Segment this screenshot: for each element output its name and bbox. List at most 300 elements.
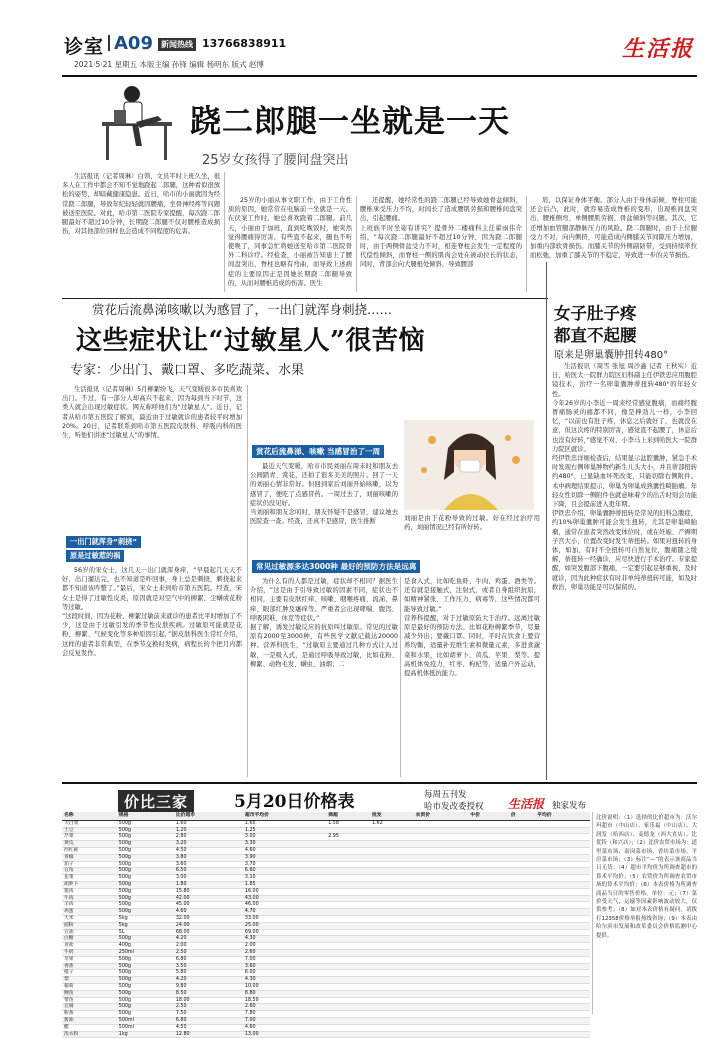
price-table-cell [509,983,535,990]
article3-title-line1: 女子肚子疼 [554,304,637,323]
price-table-cell: 400g [117,943,174,950]
price-table-cell: 6.80 [174,1017,243,1024]
price-table-cell: 4.20 [174,977,243,984]
hotline-label: 新闻热线 [158,38,196,51]
price-table-cell: 3.80 [174,854,243,861]
price-table-cell: 5kg [117,922,174,929]
price-table-cell: 大白菜 [62,820,117,827]
price-table-cell: 16.00 [243,888,326,895]
price-table-cell: 7.50 [174,1011,243,1018]
price-table-cell [414,868,469,875]
price-table-cell [468,1017,509,1024]
section-divider-vertical [546,262,547,780]
price-table-row [62,854,590,861]
price-table-cell [535,929,590,936]
price-table-header-cell: 比价超市 [174,812,243,820]
price-table-cell [370,909,414,916]
price-table-row [62,936,590,943]
price-table-cell: 4.30 [243,977,326,984]
price-table-cell [468,875,509,882]
price-table-cell [509,888,535,895]
price-table-cell: 5.80 [174,970,243,977]
price-table-cell: 13.00 [243,1031,326,1038]
masthead [62,28,697,72]
price-table-cell: 3.60 [243,963,326,970]
price-table-cell: 豆腐 [62,1004,117,1011]
price-table-cell: 8.50 [174,990,243,997]
price-table-cell [535,1004,590,1011]
price-table-cell [326,970,370,977]
price-table-row [62,875,590,882]
price-table-cell: 15.80 [174,888,243,895]
price-table-cell [326,841,370,848]
price-table-cell [535,902,590,909]
price-table-cell: 4.50 [174,847,243,854]
column-rule [247,385,248,777]
price-table-cell [468,902,509,909]
price-table-cell: 500g [117,868,174,875]
price-table-cell: 大米 [62,915,117,922]
price-table-cell [509,970,535,977]
price-table-cell: 1kg [117,1031,174,1038]
price-table-cell: 500g [117,861,174,868]
price-table-row [62,990,590,997]
price-table-cell [535,1031,590,1038]
price-table-cell: 8.80 [243,990,326,997]
price-table-sponsor-1: 每周五刊发 [424,790,467,800]
price-table-cell [414,970,469,977]
price-table-cell: 5L [117,929,174,936]
price-table-cell: 45.00 [174,902,243,909]
price-table-cell [414,902,469,909]
price-table-cell: 500g [117,1011,174,1018]
price-table-cell: 500g [117,956,174,963]
price-table-cell: 3.20 [174,841,243,848]
article1-column-4: 肩，以保证身体平衡。部分人由于身体前倾，脊柱可能还会后凸，此时，就容易造成脊椎的变形，出现椎间盘突出、腰椎侧弯、单侧腰肌劳损、骨盆倾斜等问题。其次，它还增加血管腿部静脉压力的风险。跷二郎腿时，由于上位腿受力不对，向内侧挤，可能造成内侧膝关节间隙压力增加，加重内部软骨损伤。而膝关节的外侧副韧带，受到持续牵拉而松弛，加重了膝关节的不稳定，导致进一步的关节损伤。 [530,197,697,260]
price-table-row [62,929,590,936]
price-table-cell [414,888,469,895]
price-table-cell [509,868,535,875]
price-table-cell [414,834,469,841]
price-table-cell [509,881,535,888]
price-table-cell: 69.00 [243,929,326,936]
price-table-cell: 7.00 [243,1017,326,1024]
price-table-cell [414,1004,469,1011]
price-table-cell [414,1017,469,1024]
price-table-cell: 3.00 [174,875,243,882]
price-table-cell [509,841,535,848]
price-table-cell: 500g [117,963,174,970]
price-table-cell: 1.60 [174,820,243,827]
price-table-cell: 1.65 [243,820,326,827]
price-table-cell: 牛肉 [62,895,117,902]
price-table-cell: 4.60 [174,909,243,916]
price-table-cell: 2.80 [174,834,243,841]
price-table-header-cell: 规格 [117,812,174,820]
article2-subhead-1b: 原是过敏惹的祸 [66,550,124,562]
price-table-cell [509,834,535,841]
price-table-row [62,895,590,902]
price-table-cell [509,847,535,854]
price-table-row [62,970,590,977]
price-table-cell [535,915,590,922]
price-table-cell [370,854,414,861]
price-table-row [62,1024,590,1031]
price-table-cell [535,888,590,895]
price-table-cell [326,895,370,902]
price-table-cell [535,936,590,943]
price-table-cell: 500g [117,875,174,882]
price-table-cell: 面粉 [62,922,117,929]
price-table-cell [370,956,414,963]
price-table-cell: 68.00 [174,929,243,936]
column-rule [400,577,401,777]
price-table-cell: 5kg [117,915,174,922]
price-table-cell: 500ml [117,1024,174,1031]
price-table-cell [326,902,370,909]
price-table-cell [535,1017,590,1024]
price-table-cell: 3.50 [174,963,243,970]
price-table-cell: 33.00 [243,915,326,922]
price-table-cell [414,909,469,916]
price-table-cell: 500g [117,936,174,943]
price-table-cell [326,936,370,943]
price-table-cell [468,881,509,888]
brand-logo: 生活报 [622,36,695,62]
price-table-cell: 250ml [117,949,174,956]
price-table-cell [414,963,469,970]
price-table-sponsor-brand: 生活报 [508,797,545,811]
price-table-row [62,820,590,827]
article2-column-1b: 56岁的宋女士，这几天一出门就浑身痒，“早晨起几天天不好，出门遛达完，也不知道是咋回事，身上总是刺挠，刺挠起来都不知道该咋整了。”最后，宋女士来到哈市第五医院。经查，宋女士是得了过敏性皮炎，原因就是对空气中的柳絮、尘螨或花粉等过敏。 “这段时间，因为花粉、柳絮过敏前来就诊的患者比平时增加了不少，这是由于过敏引发的季节性皮肤疾病。过敏原可能就是花粉、柳絮、气候变化等多种原因引起，”据皮肤科医生常红介绍，这样的患者非常典型，在季节交换时发病，病程长的个把月内都会反复发作。 [62,567,242,657]
price-table-cell [535,895,590,902]
price-table-cell [370,847,414,854]
price-table-cell [535,922,590,929]
article2-subtitle: 专家：少出门、戴口罩、多吃蔬菜、水果 [70,363,305,378]
price-table-cell [370,827,414,834]
column-rule [356,196,357,292]
price-table-cell [468,977,509,984]
article2-column-3a: 刘丽是由于花粉导致的过敏。好在经过治疗用药，刘丽情况已经有所好转。 [404,515,540,532]
price-table-header-cell: 农贸价 [414,812,469,820]
price-table-cell [509,943,535,950]
price-table-cell [370,1017,414,1024]
price-table-cell [468,841,509,848]
price-table-cell [414,827,469,834]
price-table-cell [414,936,469,943]
price-table-cell [370,990,414,997]
sneezing-woman-image [404,420,534,510]
column-rule [592,812,593,1014]
price-table-cell [468,861,509,868]
article1-column-1: 生活报讯（记者周琳）白领、文员平时上班久坐，很多人在工作中都会不知不觉地跷起二郎腿，这种看似很放松的姿势，却暗藏健康隐患。近日，哈市的小丽就因为经常跷二郎腿，导致年纪轻轻就因腰痛、坐骨神经疼等问题被送至医院。对此，哈市第二医院专家提醒，每次跷二郎腿最好不超过10分钟，长期跷二郎腿不仅对腰椎造成损伤，对其他部位同样也会造成不同程度的危害。 [62,173,220,236]
price-table-cell: 4.60 [243,847,326,854]
price-table-cell [370,997,414,1004]
price-table-cell: 500g [117,820,174,827]
price-table-cell: 2.60 [243,1004,326,1011]
price-table-cell [535,841,590,848]
price-table-cell [535,847,590,854]
price-table-cell: 鲤鱼 [62,990,117,997]
price-table-cell [370,977,414,984]
price-table-cell: 18.00 [174,997,243,1004]
price-table-cell [535,909,590,916]
price-table-cell [326,956,370,963]
price-table-cell: 茄子 [62,861,117,868]
price-table-cell [468,820,509,827]
price-table-row [62,827,590,834]
price-table-cell: 6.60 [243,868,326,875]
page-number: A09 [114,33,153,54]
price-table-cell [509,902,535,909]
price-table-cell [509,895,535,902]
price-table-cell: 500g [117,895,174,902]
price-table-cell [326,868,370,875]
price-table-cell [468,963,509,970]
price-table-cell [509,997,535,1004]
price-table-cell [414,1024,469,1031]
price-table-cell [326,983,370,990]
price-table-cell [535,827,590,834]
price-table-cell: 食盐 [62,943,117,950]
price-table-cell [535,854,590,861]
price-table-cell: 7.00 [243,956,326,963]
price-table-header-row [62,812,590,820]
price-table-cell [468,949,509,956]
price-table-cell: 胡萝卜 [62,881,117,888]
price-table-cell: 500g [117,997,174,1004]
price-table-cell [370,841,414,848]
price-table-cell: 韭菜 [62,875,117,882]
price-table-row [62,956,590,963]
price-table-cell [414,997,469,1004]
price-table-cell [535,983,590,990]
price-table-cell: 4.60 [243,1024,326,1031]
price-table-cell [326,909,370,916]
price-table-cell [468,1031,509,1038]
price-table-cell: 粉条 [62,1011,117,1018]
price-table-cell [326,963,370,970]
price-table-row [62,1011,590,1018]
price-table-row [62,1031,590,1038]
article2-column-3b: 是食入式，比如吃鱼虾、牛肉、鸡蛋、酒类等。还有就是接触式，注射式，或者自身组织抗原，如精神紧张、工作压力、病毒等，这些情况都可能导致过敏。” 营养科提醒，对于过敏原防大于治疗。远离过敏原是最好的预防方法。比如花粉柳絮季节，尽量减少外出；要戴口罩。同时，平时在饮食上要营养均衡，适量补充维生素和微量元素，多进食蔬菜和水果，比如胡萝卜、黄瓜、苹果、梨等。提高机体免疫力，红枣、枸杞等，适量户外运动，提高机体抵抗能力。 [404,578,540,678]
price-table-cell [468,888,509,895]
price-table-notes: 比价说明：（1）选择的比价超市为：沃尔玛超市（中山店）、家乐福（中山店）、大润发（哈西店）、麦德龙（西大直店）、比优特（和兴店）；（2）比价农贸市场为：道里菜市场、南岗菜市场、香坊菜市场、平房菜市场；（3）标注“—”的表示该商品当日无货；（4）超市平均价为所调查超市的算术平均价；（5）农贸价为所调查农贸市场的算术平均价；（6）本表价格为所调查商品当日的零售价格，单位：元；（7）菜价受天气、运输等因素影响波动较大，仅供参考；（8）如对本表价格有疑问，请拨打12358价格举报热线咨询；（9）本表由哈尔滨市发展和改革委员会价格监测中心提供。 [596,815,697,939]
price-table-cell [414,1031,469,1038]
price-table-header-cell: 平均价 [535,812,590,820]
price-table-cell: 25.00 [243,922,326,929]
price-table-cell [509,936,535,943]
price-table-cell: 7.80 [243,1011,326,1018]
price-table-cell [370,943,414,950]
price-table-cell [326,1031,370,1038]
price-table-cell [414,820,469,827]
price-table-cell [326,1004,370,1011]
price-table-cell [535,943,590,950]
price-table-sponsor-2: 哈市发改委授权 [424,802,484,812]
price-table-cell [509,1017,535,1024]
price-table-cell [468,922,509,929]
price-table-cell [326,854,370,861]
price-table-cell: 500g [117,990,174,997]
price-table-cell [468,943,509,950]
price-table-cell: 500g [117,854,174,861]
price-table-cell: 洗衣粉 [62,1031,117,1038]
price-table-cell [468,854,509,861]
price-table-header-cell: 商超 [326,812,370,820]
price-table-cell [370,949,414,956]
price-table-cell: 西红柿 [62,847,117,854]
price-table-cell: 豆角 [62,868,117,875]
price-table-cell [414,929,469,936]
price-table-row [62,834,590,841]
price-table-cell: 黄瓜 [62,841,117,848]
price-table-cell: 1.25 [243,827,326,834]
price-table-header-cell: 中价 [468,812,509,820]
price-table-row [62,963,590,970]
price-table-cell [414,1011,469,1018]
price-table-cell: 500g [117,888,174,895]
price-table-cell: 500ml [117,1017,174,1024]
price-table-cell [414,841,469,848]
price-table-cell [370,915,414,922]
price-table-cell: 1.20 [174,827,243,834]
price-table-cell: 12.80 [174,1031,243,1038]
price-table-row [62,868,590,875]
hotline-number: 13766838911 [202,37,287,50]
price-table-row [62,1004,590,1011]
article1-illustration [92,84,184,164]
price-table-cell: 3.70 [243,861,326,868]
price-table-row [62,841,590,848]
price-table-cell [370,834,414,841]
price-table-cell: 3.30 [243,841,326,848]
price-table-cell: 3.60 [174,861,243,868]
price-table-cell [370,1004,414,1011]
price-table-cell [370,1031,414,1038]
price-table-cell [326,915,370,922]
price-table-cell: 1.58 [326,820,370,827]
price-table-cell [370,895,414,902]
price-table-cell: 1.62 [370,820,414,827]
article2-kicker: 赏花后流鼻涕咳嗽以为感冒了，一出门就浑身刺挠…… [92,302,393,317]
dateline: 2021·5·21 星期五 本版主编 孙锋 编辑 杨明东 版式 赵博 [74,60,264,69]
price-table-cell: 42.00 [174,895,243,902]
price-table-cell [370,888,414,895]
price-table-row [62,888,590,895]
price-table-cell: 500g [117,970,174,977]
article3-subtitle: 原来是卵巢囊肿扭转480° [554,350,669,361]
price-table-cell [370,875,414,882]
price-table-cell: 500g [117,909,174,916]
price-table-cell [326,1024,370,1031]
price-table-cell: 梨 [62,977,117,984]
price-table-cell [414,875,469,882]
price-table-cell [326,922,370,929]
price-table-cell [509,977,535,984]
price-table-cell [370,868,414,875]
price-table-row [62,847,590,854]
price-table-logo: 价比三家 [118,790,194,813]
price-table-cell [509,1004,535,1011]
price-table-cell: 2.50 [174,1004,243,1011]
price-table-cell [509,820,535,827]
price-table-cell: 4.70 [243,909,326,916]
price-table-cell [370,881,414,888]
price-table-cell [535,1011,590,1018]
price-table-cell [535,949,590,956]
price-table-cell [326,943,370,950]
price-table-cell [468,915,509,922]
price-table-cell: 500g [117,1004,174,1011]
price-table-wrapper [62,812,590,1037]
article1-title: 跷二郎腿一坐就是一天 [190,104,510,140]
price-table-row [62,977,590,984]
price-table-cell [509,1024,535,1031]
price-table-cell [326,997,370,1004]
price-table-row [62,983,590,990]
person-on-chair-illustration [92,84,184,164]
price-table-cell: 500g [117,983,174,990]
price-table-cell: 芹菜 [62,834,117,841]
price-table-cell: 32.00 [174,915,243,922]
price-table-cell: 土豆 [62,827,117,834]
price-table-cell [535,834,590,841]
price-table-cell [468,1024,509,1031]
price-table-cell [326,888,370,895]
sneezing-woman-photo [404,420,534,510]
price-table-cell [370,963,414,970]
price-table-row [62,881,590,888]
price-table-cell [468,956,509,963]
price-table-cell [326,861,370,868]
price-table-cell: 1.80 [174,881,243,888]
price-table-header-cell: 批发 [370,812,414,820]
price-table-cell [468,936,509,943]
price-table-cell [370,970,414,977]
price-table-cell: 9.80 [174,983,243,990]
price-table-cell [468,847,509,854]
price-table-cell [370,1011,414,1018]
article2-subhead-1a: 一出门就浑身“刺挠” [66,536,141,548]
price-table-cell: 醋 [62,1024,117,1031]
price-table-cell: 4.20 [174,936,243,943]
price-table-cell [326,1011,370,1018]
price-table-cell [509,1031,535,1038]
price-table-cell: 3.90 [243,854,326,861]
price-table-row [62,949,590,956]
price-table-cell [509,915,535,922]
price-table-cell [414,881,469,888]
price-table-cell [468,909,509,916]
article2-intro: 生活报讯（记者周琳）5月柳絮纷飞，天气变暖很多市民喜欢出门。不过，有一部分人却高兴不起来，因为每到当下时节，这类人就会出现过敏症状。网友称呼他们为“过敏星人”。近日，记者从哈市第五医院了解到，最近由于过敏就诊的患者较平时增加20%。20日，记者联系到哈市第五医院皮肤科、呼吸内科的医生，听他们讲述“过敏星人”的事情。 [62,386,242,440]
price-table-cell [370,861,414,868]
price-table-cell: 500g [117,841,174,848]
price-table-cell [468,895,509,902]
price-table-cell: 2.50 [174,949,243,956]
price-table-cell [535,868,590,875]
price-table-cell [509,956,535,963]
price-table-cell: 带鱼 [62,997,117,1004]
price-table-cell: 苹果 [62,956,117,963]
price-table-cell: 2.00 [243,943,326,950]
price-table-cell [468,868,509,875]
price-table-cell: 6.00 [243,970,326,977]
article3-title-line2: 都直不起腰 [554,326,637,345]
price-table-cell [370,929,414,936]
price-table-cell: 500g [117,977,174,984]
price-table-cell [535,881,590,888]
